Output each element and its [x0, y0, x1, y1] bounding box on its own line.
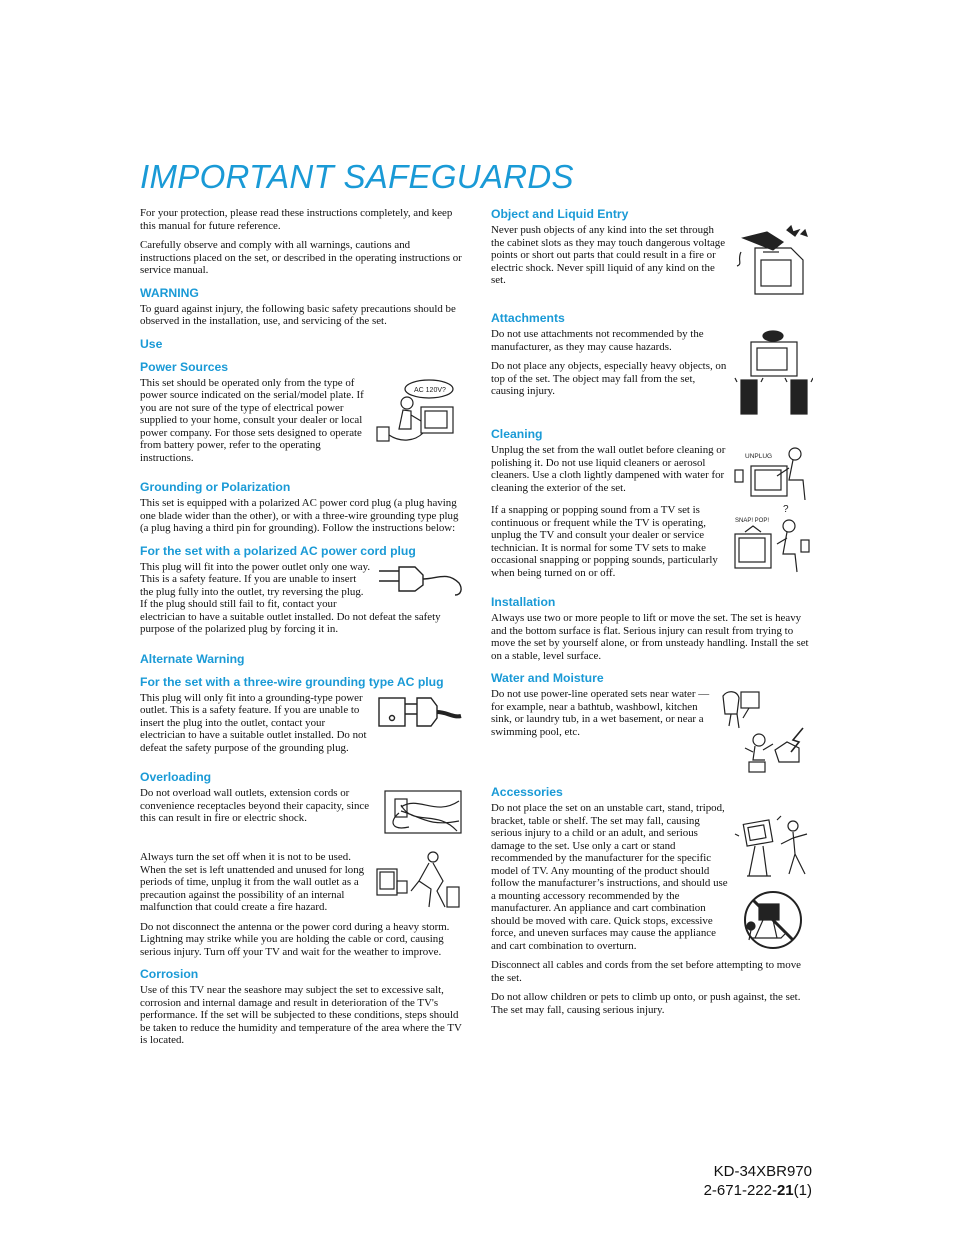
three-wire-plug-heading: For the set with a three-wire grounding type AC plug [140, 674, 444, 689]
attachments-text-2: Do not place any objects, especially heavy objects, on top of the set. The object may fall from the set, causing injury. [491, 360, 727, 397]
accessories-text-2: Disconnect all cables and cords from the set before attempting to move the set. [491, 959, 801, 984]
overloading-text-2: Always turn the set off when it is not to be used. When the set is left unattended and unused for long periods of time, unplug it from the wall outlet as a precaution against the possibility of an internal malfunction that could create a fire hazard. [140, 851, 365, 913]
intro-paragraph: Carefully observe and comply with all warnings, cautions and instructions placed on the set, or described in the operating instructions or service manual. [140, 239, 462, 276]
unstable-cart-illustrations [733, 814, 813, 950]
illustration-label: SNAP! POP! [735, 518, 770, 524]
water-hazard-illustration [719, 688, 813, 774]
overloading-text-1: Do not overload wall outlets, extension cords or convenience receptacles beyond their capacity, since this can result in fire or electric shock. [140, 787, 370, 824]
accessories-heading: Accessories [491, 785, 563, 799]
water-moisture-section [491, 688, 813, 776]
cleaning-text-2: If a snapping or popping sound from a TV set is continuous or frequent while the TV is operating, unplug the TV and consult your dealer or service technician. It is normal for some TV sets to make occasional snapping or popping sounds, particularly when being turned on or off. [491, 504, 718, 579]
three-wire-plug-section [140, 692, 463, 762]
three-wire-plug-text: This plug will only fit into a grounding-type power outlet. This is a safety feature. If you are unable to insert the plug into the outlet, contact your electrician to have a suitable outlet installed. Do not defeat the safety purpose of the grounding plug. [140, 691, 367, 754]
cleaning-section-2 [491, 504, 813, 586]
overloading-text-3: Do not disconnect the antenna or the power cord during a heavy storm. Lightning may strike while you are holding the cable or cord, causing serious injury. Turn off your TV and wait for the weather to improve. [140, 920, 450, 958]
part-number-revision: 21 [776, 1182, 794, 1199]
liquid-spill-illustration [733, 224, 813, 300]
illustration-label: UNPLUG [745, 453, 773, 460]
corrosion-heading: Corrosion [140, 967, 199, 981]
cleaning-section-1 [491, 444, 813, 504]
cleaning-heading: Cleaning [491, 427, 543, 441]
object-liquid-section [491, 224, 813, 302]
grounding-heading: Grounding or Polarization [140, 480, 291, 494]
use-heading: Use [140, 336, 163, 351]
accessories-section [491, 802, 813, 959]
polarized-plug-illustration [375, 561, 463, 599]
object-liquid-heading: Object and Liquid Entry [491, 207, 629, 221]
installation-text: Always use two or more people to lift or move the set. The set is heavy and the bottom surface is flat. Serious injury can result from trying to move the set by yourself alone, or from unsteady handling. Install the set on a stable, level surface. [491, 612, 809, 662]
power-source-illustration [371, 377, 463, 449]
attachments-section [491, 328, 813, 418]
installation-heading: Installation [491, 595, 556, 609]
power-sources-section [140, 377, 463, 472]
part-number-prefix: 2-671-222- [703, 1182, 777, 1199]
warning-text: To guard against injury, the following basic safety precautions should be observed in the installation, use, and servicing of the set. [140, 302, 456, 327]
attachments-heading: Attachments [491, 311, 565, 325]
right-column [491, 207, 813, 1023]
overloaded-outlet-illustration [379, 787, 463, 837]
water-moisture-text: Do not use power-line operated sets near water — for example, near a bathtub, washbowl, kitchen sink, or laundry tub, in a wet basement, or near a swimming pool, etc. [491, 688, 710, 738]
polarized-plug-heading: For the set with a polarized AC power cord plug [140, 543, 416, 558]
snap-pop-illustration [733, 504, 813, 574]
power-sources-text: This set should be operated only from the type of power source indicated on the serial/model plate. If you are not sure of the type of electrical power supplied to your home, consult your dealer or local power company. For those sets designed to operate from battery power, refer to the operating instructions. [140, 376, 364, 464]
grounding-text: This set is equipped with a polarized AC power cord plug (a plug having one blade wider than the other), or with a three-wire grounding type plug (a plug having a third pin for grounding). Follow the instructions below: [140, 497, 459, 534]
warning-heading: WARNING [140, 285, 199, 300]
overloading-section-1 [140, 787, 463, 839]
illustration-label: AC 120V? [414, 386, 446, 394]
polarized-plug-text: This plug will fit into the power outlet only one way. This is a safety feature. If you are unable to insert the plug fully into the outlet, try reversing the plug. If the plug should still fail to fit, contact your electrician to have a suitable outlet installed. Do not defeat the safety purpose of the polarized plug by forcing it in. [140, 560, 441, 635]
document-footer [704, 1162, 812, 1200]
unplug-cleaning-illustration [733, 444, 813, 502]
three-wire-plug-illustration [375, 692, 463, 732]
left-column [140, 207, 463, 1054]
overloading-section-2 [140, 851, 463, 921]
corrosion-text: Use of this TV near the seashore may subject the set to excessive salt, corrosion and internal damage and result in deterioration of the TV's performance. If the set will be subjected to these conditions, steps should be taken to reduce the humidity and temperature of the area where the TV is located. [140, 984, 462, 1046]
overloading-heading: Overloading [140, 770, 212, 784]
intro-paragraph: For your protection, please read these instructions completely, and keep this manual for future reference. [140, 207, 453, 232]
unplug-before-trip-illustration [373, 851, 463, 915]
attachments-text-1: Do not use attachments not recommended by the manufacturer, as they may cause hazards. [491, 328, 704, 353]
svg-text:?: ? [783, 504, 789, 515]
polarized-plug-section [140, 561, 463, 643]
part-number [704, 1181, 812, 1200]
water-moisture-heading: Water and Moisture [491, 671, 604, 685]
accessories-text-3: Do not allow children or pets to climb up onto, or push against, the set. The set may fall, causing serious injury. [491, 991, 801, 1016]
object-liquid-text: Never push objects of any kind into the set through the cabinet slots as they may touch dangerous voltage points or short out parts that could result in a fire or electric shock. Never spill liquid of any kind on the set. [491, 224, 726, 286]
cleaning-text-1: Unplug the set from the wall outlet before cleaning or polishing it. Do not use liquid cleaners or aerosol cleaners. Use a cloth lightly dampened with water for cleaning the exterior of the set. [491, 444, 726, 494]
model-number: KD-34XBR970 [713, 1163, 812, 1180]
objects-on-tv-illustration [733, 328, 813, 416]
alternate-warning-heading: Alternate Warning [140, 651, 245, 666]
accessories-text-1: Do not place the set on an unstable cart, stand, tripod, bracket, table or shelf. The set may fall, causing serious injury to a child or an adult, and serious damage to the set. Use only a cart or stand recommended by the manufacturer for the specific model of TV. Any mounting of the product should follow the manufacturer’s instructions, and should use a mounting accessory recommended by the manufacturer. An appliance and cart combination should be moved with care. Quick stops, excessive force, and uneven surfaces may cause the appliance and cart combination to overturn. [491, 802, 728, 952]
page-title: IMPORTANT SAFEGUARDS [140, 158, 574, 195]
part-number-suffix: (1) [793, 1182, 812, 1199]
power-sources-heading: Power Sources [140, 359, 229, 374]
